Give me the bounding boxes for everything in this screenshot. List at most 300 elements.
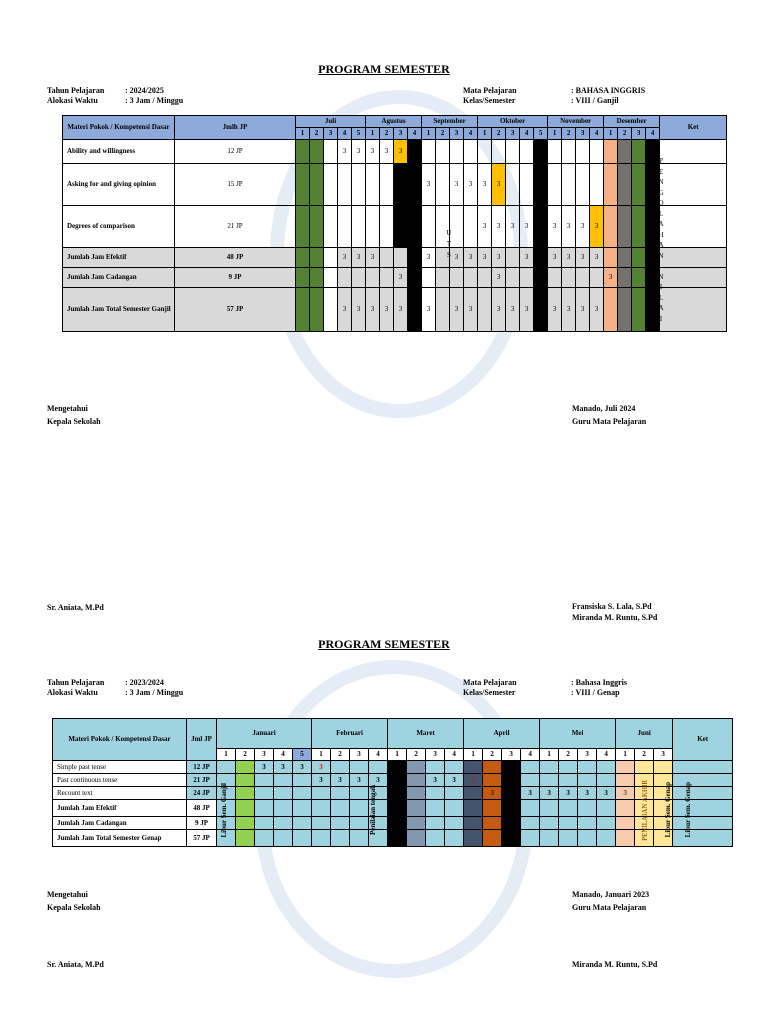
week-cell: [331, 800, 350, 817]
week-number: 1: [604, 128, 618, 140]
week-cell: [324, 164, 338, 206]
table-row: [63, 164, 727, 206]
week-cell: 3: [590, 206, 604, 248]
page-title: PROGRAM SEMESTER: [318, 637, 450, 651]
week-cell: [483, 761, 502, 774]
row-jp: 57 JP: [187, 830, 217, 847]
week-cell: [578, 817, 597, 830]
week-cell: 3: [483, 787, 502, 800]
week-number: 3: [394, 128, 408, 140]
week-cell: [310, 288, 324, 332]
week-number: 1: [366, 128, 380, 140]
meta-left: Tahun Pelajaran : 2023/2024 Alokasi Waktu : 3 Jam / Minggu: [47, 678, 184, 697]
week-cell: [408, 288, 422, 332]
week-cell: [464, 206, 478, 248]
sign-right: Manado, Juli 2024 Guru Mata Pelajaran: [572, 404, 647, 426]
week-cell: 3: [445, 774, 464, 787]
week-cell: [534, 268, 548, 288]
week-number: 4: [408, 128, 422, 140]
week-number: 5: [534, 128, 548, 140]
week-cell: 3: [394, 268, 408, 288]
week-cell: [632, 268, 646, 288]
week-cell: 3: [540, 787, 559, 800]
week-cell: [464, 761, 483, 774]
table-row: [63, 248, 727, 268]
sas-label: S A S: [644, 221, 650, 251]
week-cell: 3: [394, 164, 408, 206]
week-cell: 3: [534, 248, 548, 268]
week-number: 2: [618, 128, 632, 140]
pengolahan-nilai-label: P E N G O L A H A N N I L A I: [658, 157, 664, 323]
week-cell: 3: [492, 288, 506, 332]
week-cell: 3: [590, 248, 604, 268]
week-cell: 3: [478, 248, 492, 268]
week-cell: 3: [380, 288, 394, 332]
week-cell: [312, 830, 331, 847]
week-cell: [380, 268, 394, 288]
week-cell: [445, 761, 464, 774]
week-number: 2: [436, 128, 450, 140]
week-cell: [366, 268, 380, 288]
row-jp: 48 JP: [175, 248, 296, 268]
month-header: April: [464, 719, 540, 749]
week-cell: [604, 288, 618, 332]
meta-left: Tahun Pelajaran : 2024/2025 Alokasi Waktu : 3 Jam / Minggu: [47, 86, 184, 105]
week-cell: [548, 164, 562, 206]
row-jp: 9 JP: [187, 817, 217, 830]
week-number: 2: [236, 749, 255, 761]
month-header: Juli: [296, 116, 366, 128]
week-cell: 3: [492, 248, 506, 268]
week-cell: [388, 830, 407, 847]
week-cell: [548, 140, 562, 164]
week-cell: 3: [464, 288, 478, 332]
week-cell: 3: [394, 140, 408, 164]
week-cell: 3: [604, 268, 618, 288]
week-cell: [576, 140, 590, 164]
week-cell: 3: [559, 787, 578, 800]
week-cell: [478, 268, 492, 288]
week-number: 3: [506, 128, 520, 140]
week-cell: [548, 268, 562, 288]
week-cell: [464, 830, 483, 847]
week-cell: [293, 817, 312, 830]
week-cell: [464, 268, 478, 288]
week-cell: [407, 787, 426, 800]
week-cell: [520, 164, 534, 206]
week-cell: [540, 761, 559, 774]
week-cell: [331, 787, 350, 800]
meta-right: Mata Pelajaran : Bahasa Inggris Kelas/Semester : VIII / Genap: [463, 678, 628, 697]
week-cell: [559, 800, 578, 817]
week-number: 3: [426, 749, 445, 761]
week-number: 4: [597, 749, 616, 761]
week-cell: 3: [548, 248, 562, 268]
week-cell: [312, 787, 331, 800]
sign-right: Manado, Januari 2023 Guru Mata Pelajaran: [572, 890, 650, 912]
week-cell: [394, 206, 408, 248]
month-header: Juni: [616, 719, 673, 749]
week-cell: [310, 268, 324, 288]
week-cell: 3: [548, 288, 562, 332]
week-cell: [426, 800, 445, 817]
libur-ganjil-label: Libur Sem. Ganjil: [220, 782, 228, 838]
row-label: Jumlah Jam Total Semester Ganjil: [63, 288, 175, 332]
week-cell: 3: [590, 288, 604, 332]
sign-left: Mengetahui Kepala Sekolah: [47, 890, 101, 912]
week-cell: [380, 248, 394, 268]
week-cell: [422, 268, 436, 288]
week-number: 1: [312, 749, 331, 761]
week-cell: [331, 830, 350, 847]
week-cell: [450, 268, 464, 288]
week-number: 3: [632, 128, 646, 140]
week-cell: [236, 787, 255, 800]
col-jml: Jmlh JP: [175, 116, 296, 140]
week-cell: [426, 817, 445, 830]
month-header: Januari: [217, 719, 312, 749]
week-cell: [578, 774, 597, 787]
week-number: 2: [635, 749, 654, 761]
week-cell: [255, 774, 274, 787]
libur-genap-label: Libur Sem. Genap: [684, 782, 692, 838]
week-cell: 3: [521, 787, 540, 800]
table-row: [63, 140, 727, 164]
week-cell: [604, 140, 618, 164]
week-cell: 3: [520, 288, 534, 332]
week-number: 2: [380, 128, 394, 140]
week-cell: 3: [464, 164, 478, 206]
week-cell: [540, 817, 559, 830]
week-cell: [559, 830, 578, 847]
week-number: 2: [492, 128, 506, 140]
week-cell: 3: [562, 288, 576, 332]
week-number: 3: [324, 128, 338, 140]
week-cell: [559, 761, 578, 774]
week-cell: [483, 817, 502, 830]
week-cell: [436, 268, 450, 288]
uts-label: U T S: [446, 229, 452, 259]
row-label: Jumlah Jam Cadangan: [53, 817, 187, 830]
week-cell: 3: [426, 774, 445, 787]
semester-table-ganjil: [62, 115, 727, 332]
week-cell: 3: [578, 787, 597, 800]
week-cell: [478, 140, 492, 164]
week-cell: 3: [597, 787, 616, 800]
week-cell: [293, 774, 312, 787]
week-cell: 3: [331, 774, 350, 787]
week-cell: [293, 830, 312, 847]
week-cell: 3: [338, 140, 352, 164]
week-cell: [236, 817, 255, 830]
week-cell: 3: [312, 761, 331, 774]
week-cell: [559, 817, 578, 830]
week-cell: 3: [274, 761, 293, 774]
week-number: 1: [540, 749, 559, 761]
week-cell: [562, 164, 576, 206]
week-cell: [352, 206, 366, 248]
week-cell: [632, 140, 646, 164]
week-cell: [388, 817, 407, 830]
uas-label: UAS: [510, 802, 518, 817]
week-cell: [597, 800, 616, 817]
week-cell: [407, 774, 426, 787]
row-label: Recount text: [53, 787, 187, 800]
week-cell: 3: [478, 164, 492, 206]
week-cell: 3: [562, 248, 576, 268]
month-header: Mei: [540, 719, 616, 749]
week-number: 2: [559, 749, 578, 761]
week-cell: [618, 268, 632, 288]
week-cell: 3: [338, 248, 352, 268]
week-cell: [445, 787, 464, 800]
week-cell: [632, 164, 646, 206]
page-title: PROGRAM SEMESTER: [318, 62, 450, 76]
week-cell: [426, 830, 445, 847]
week-number: 5: [293, 749, 312, 761]
row-jp: 15 JP: [175, 164, 296, 206]
week-cell: [590, 164, 604, 206]
week-cell: 3: [616, 787, 635, 800]
week-cell: 3: [293, 761, 312, 774]
week-cell: [597, 817, 616, 830]
week-number: 2: [562, 128, 576, 140]
week-cell: 3: [422, 164, 436, 206]
month-header: Desember: [604, 116, 660, 128]
week-cell: 3: [312, 774, 331, 787]
week-number: 4: [445, 749, 464, 761]
week-number: 5: [352, 128, 366, 140]
week-cell: [521, 761, 540, 774]
week-number: 1: [548, 128, 562, 140]
row-jp: 21 JP: [175, 206, 296, 248]
ket-cell: [660, 164, 727, 206]
week-cell: [331, 817, 350, 830]
week-cell: 3: [422, 248, 436, 268]
ket-cell: [660, 288, 727, 332]
week-cell: 3: [366, 140, 380, 164]
week-cell: 3: [520, 206, 534, 248]
row-jp: 24 JP: [187, 787, 217, 800]
week-cell: [597, 774, 616, 787]
week-cell: [324, 248, 338, 268]
week-cell: 3: [450, 248, 464, 268]
week-cell: 3: [464, 248, 478, 268]
week-cell: [312, 817, 331, 830]
week-cell: 3: [506, 288, 520, 332]
week-cell: [236, 774, 255, 787]
week-cell: [255, 817, 274, 830]
week-cell: [388, 800, 407, 817]
week-number: 4: [338, 128, 352, 140]
penilaian-akhir-label: PENILAIAN AKHIR: [641, 779, 649, 841]
week-cell: 3: [506, 206, 520, 248]
week-cell: [464, 817, 483, 830]
week-cell: [520, 268, 534, 288]
signer-guru: Fransiska S. Lala, S.Pd Miranda M. Runtu, S.Pd: [572, 602, 658, 622]
week-cell: 3: [350, 774, 369, 787]
week-cell: 3: [562, 206, 576, 248]
week-cell: [521, 800, 540, 817]
week-cell: [310, 248, 324, 268]
week-cell: [255, 830, 274, 847]
week-number: 4: [646, 128, 660, 140]
week-cell: [464, 800, 483, 817]
week-number: 1: [217, 749, 236, 761]
week-cell: [445, 800, 464, 817]
week-cell: 3: [352, 248, 366, 268]
sign-left: Mengetahui Kepala Sekolah: [47, 404, 101, 426]
week-cell: [324, 268, 338, 288]
week-number: 1: [388, 749, 407, 761]
week-cell: 3: [534, 288, 548, 332]
week-cell: [366, 164, 380, 206]
week-number: 1: [296, 128, 310, 140]
week-cell: [388, 787, 407, 800]
week-cell: [450, 140, 464, 164]
week-cell: [293, 787, 312, 800]
week-cell: [310, 140, 324, 164]
week-number: 3: [350, 749, 369, 761]
week-cell: [521, 817, 540, 830]
week-cell: [296, 248, 310, 268]
week-cell: 3: [464, 774, 483, 787]
week-cell: [483, 830, 502, 847]
week-cell: [576, 268, 590, 288]
week-cell: [559, 774, 578, 787]
week-number: 3: [502, 749, 521, 761]
week-cell: [521, 774, 540, 787]
week-number: 3: [255, 749, 274, 761]
week-cell: [534, 140, 548, 164]
week-number: 2: [483, 749, 502, 761]
week-cell: [293, 800, 312, 817]
week-number: 2: [331, 749, 350, 761]
week-number: 4: [590, 128, 604, 140]
row-label: Jumlah Jam Total Semester Genap: [53, 830, 187, 847]
week-cell: [632, 288, 646, 332]
col-jml: Jml JP: [187, 719, 217, 761]
col-ket: Ket: [660, 116, 727, 140]
week-cell: 3: [492, 268, 506, 288]
table-row: [63, 268, 727, 288]
week-number: 4: [521, 749, 540, 761]
week-cell: [255, 787, 274, 800]
week-cell: [506, 248, 520, 268]
week-cell: [407, 761, 426, 774]
week-cell: [520, 140, 534, 164]
week-cell: [436, 164, 450, 206]
week-cell: [296, 206, 310, 248]
col-ket: Ket: [673, 719, 733, 761]
week-cell: 3: [534, 206, 548, 248]
ket-cell: [660, 206, 727, 248]
row-jp: 12 JP: [187, 761, 217, 774]
week-cell: [274, 787, 293, 800]
week-cell: [521, 830, 540, 847]
week-cell: [422, 140, 436, 164]
week-number: 4: [464, 128, 478, 140]
month-header: November: [548, 116, 604, 128]
week-cell: [464, 140, 478, 164]
week-number: 1: [616, 749, 635, 761]
week-cell: 3: [422, 288, 436, 332]
week-cell: [255, 800, 274, 817]
week-cell: 3: [366, 288, 380, 332]
col-materi: Materi Pokok / Kompetensi Dasar: [63, 116, 175, 140]
week-cell: [506, 164, 520, 206]
col-materi: Materi Pokok / Kompetensi Dasar: [53, 719, 187, 761]
week-cell: 3: [380, 140, 394, 164]
week-cell: [483, 800, 502, 817]
week-cell: 3: [352, 288, 366, 332]
week-cell: 3: [478, 206, 492, 248]
week-cell: 3: [520, 248, 534, 268]
week-number: 3: [578, 749, 597, 761]
week-number: 1: [464, 749, 483, 761]
week-cell: 3: [352, 140, 366, 164]
row-jp: 21 JP: [187, 774, 217, 787]
week-cell: [597, 830, 616, 847]
week-cell: [338, 206, 352, 248]
week-cell: [540, 830, 559, 847]
week-number: 4: [520, 128, 534, 140]
row-label: Simple past tense: [53, 761, 187, 774]
ket-cell: [660, 140, 727, 164]
penilaian-tengah-label: Penilaian tengah: [369, 785, 377, 835]
week-number: 1: [478, 128, 492, 140]
week-cell: [506, 140, 520, 164]
month-header: Agustus: [366, 116, 422, 128]
signer-kepala: Sr. Aniata, M.Pd: [47, 960, 104, 969]
row-jp: 12 JP: [175, 140, 296, 164]
ket-cell: [660, 248, 727, 268]
row-label: Jumlah Jam Efektif: [53, 800, 187, 817]
week-cell: [408, 140, 422, 164]
week-cell: [394, 248, 408, 268]
week-cell: 3: [394, 288, 408, 332]
week-cell: [407, 800, 426, 817]
row-label: Ability and willingness: [63, 140, 175, 164]
week-cell: [274, 774, 293, 787]
week-cell: [578, 800, 597, 817]
table-row: [63, 288, 727, 332]
week-cell: [338, 164, 352, 206]
week-cell: [324, 288, 338, 332]
week-cell: [380, 164, 394, 206]
week-cell: [274, 800, 293, 817]
week-cell: [618, 164, 632, 206]
libur-genap-label: Libur Sem. Genap: [664, 782, 672, 838]
month-header: Februari: [312, 719, 388, 749]
meta-right: Mata Pelajaran : BAHASA INGGRIS Kelas/Semester : VIII / Ganjil: [463, 86, 646, 105]
week-cell: 3: [366, 248, 380, 268]
week-cell: [352, 268, 366, 288]
week-cell: [324, 206, 338, 248]
week-cell: [331, 761, 350, 774]
week-cell: [590, 140, 604, 164]
week-cell: [310, 164, 324, 206]
week-cell: [312, 800, 331, 817]
row-jp: 57 JP: [175, 288, 296, 332]
signer-kepala: Sr. Aniata, M.Pd: [47, 603, 104, 612]
week-cell: [534, 164, 548, 206]
week-number: 3: [450, 128, 464, 140]
week-number: 4: [274, 749, 293, 761]
month-header: Oktober: [478, 116, 548, 128]
week-cell: [236, 830, 255, 847]
week-cell: [408, 248, 422, 268]
